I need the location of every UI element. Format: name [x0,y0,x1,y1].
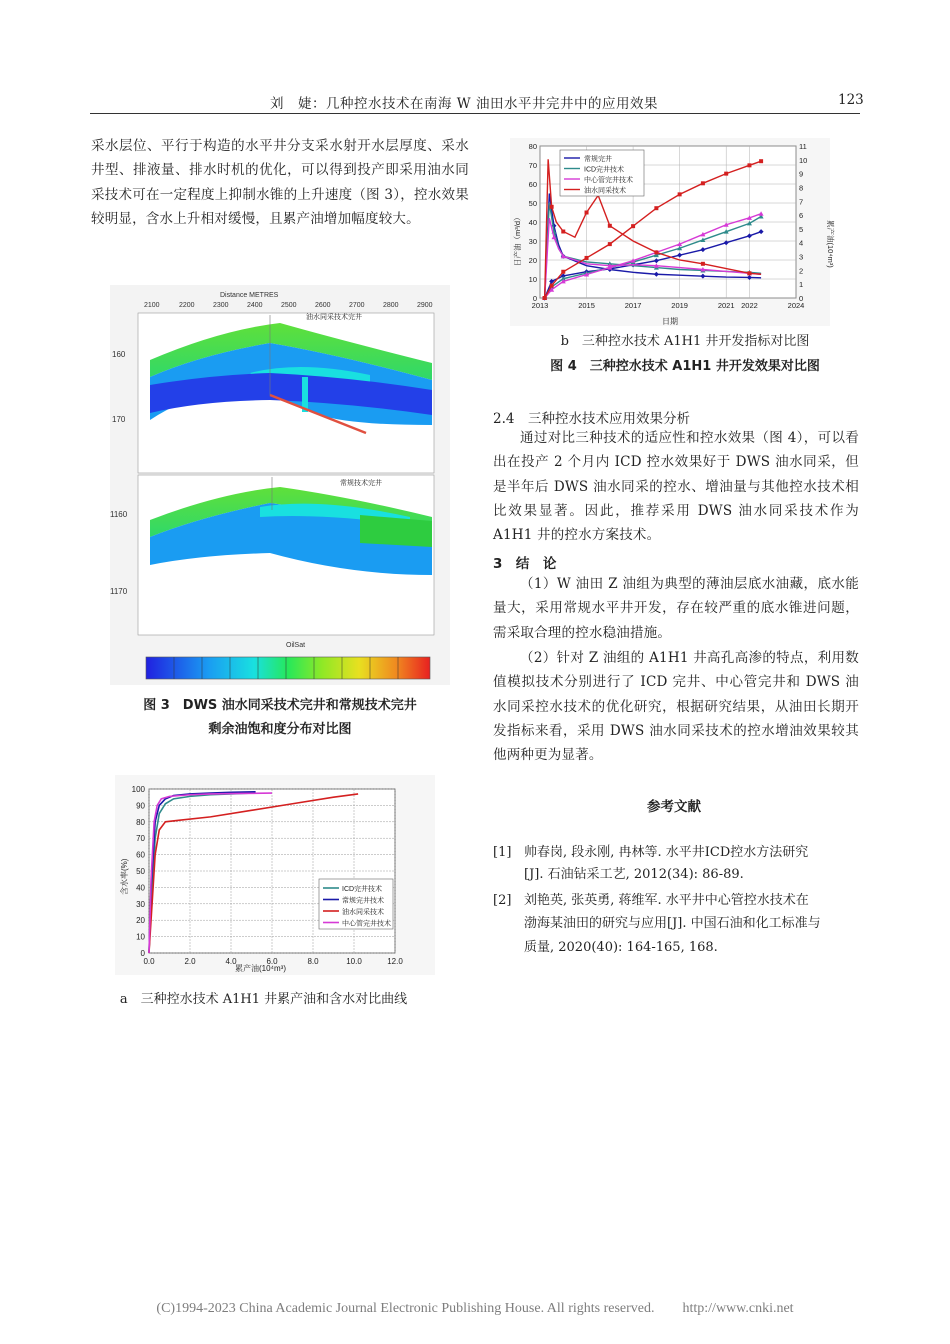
fig3-xtick: 2500 [281,302,297,309]
fig4b-marker [631,224,635,228]
fig4b-legend-label: 常规完井 [584,156,612,163]
fig4b-xtick: 2019 [671,301,688,310]
fig4a-ytick: 50 [136,867,145,876]
fig4a-ytick: 30 [136,899,145,909]
fig4a-chart [115,775,435,975]
fig3-saturation-image [110,285,450,685]
fig4b-marker [654,250,658,254]
fig4a-xtick: 8.0 [307,957,319,966]
fig3-xtick: 2200 [179,302,195,309]
fig4b-chart [510,138,835,326]
fig4b-ytick-right: 4 [799,238,804,248]
fig4a-ytick: 70 [136,834,145,844]
fig3-xtick: 2800 [383,302,399,309]
fig3-panel2-label: 常规技术完井 [340,480,382,487]
fig4b-xtick: 2017 [624,301,642,310]
fig4b-ytick-right: 5 [799,224,804,234]
fig4a-ytick: 40 [136,883,145,893]
fig4b-marker [608,224,612,228]
copyright-footer: (C)1994-2023 China Academic Journal Electronic Publishing House. All rights reserved. http://www.cnki.net [156,1301,794,1316]
fig4a-y-label: 含水率(%) [120,858,129,895]
fig4b-legend-label: 中心管完井技术 [584,177,633,184]
fig4b-xtick: 2022 [741,301,758,310]
fig3-p2-ytick: 1160 [110,510,128,519]
fig4b-marker [678,192,682,196]
fig4b-marker [654,206,658,210]
conclusion-2: （2）针对 Z 油组的 A1H1 井高孔高渗的特点，利用数值模拟技术分别进行了 ICD 完井、中心管完井和 DWS 油水同采控水技术的优化研究，根据研究结果，从油田长期开发指标来看，采用 DWS 油水同采技术的控水增油效果较其他两种更为显著。 [493,650,859,764]
fig4a-ytick: 60 [136,850,145,860]
fig3-distance-label: Distance METRES [220,292,279,299]
fig4b-y-left-label: 日产油（m³/d） [513,213,522,266]
fig4b-ytick-right: 8 [799,183,804,193]
fig4b-ytick-right: 11 [799,142,807,151]
fig4b-ytick-left: 40 [528,218,537,227]
fig4b-legend-label: 油水同采技术 [584,187,626,195]
fig4b-marker [747,271,751,275]
fig3-caption-line1: 图 3 DWS 油水同采技术完井和常规技术完井 [143,698,417,713]
fig4b-marker [561,230,565,234]
fig4b-xtick: 2015 [578,301,595,310]
fig4b-ytick-right: 3 [799,252,804,262]
reference-line: 帅春岗, 段永刚, 冉林等. 水平井ICD控水方法研究 [524,845,809,860]
fig4b-ytick-left: 30 [528,237,537,246]
page-number: 123 [838,92,864,108]
fig4b-y-right-label: 累产油(10⁴m³) [826,220,835,268]
fig3-p1-ytick: 160 [112,350,126,359]
fig4b-ytick-left: 50 [528,199,537,208]
fig3-p1-ytick: 170 [112,415,126,424]
fig3-p2-ytick: 1170 [110,587,128,596]
section-2-4-text: 通过对比三种技术的适应性和控水效果（图 4），可以看出在投产 2 个月内 ICD 控水效果好于 DWS 油水同采，但是半年后 DWS 油水同采的控水、增油量与其他控水技术相比效果显著。因此，推荐采用 DWS 油水同采技术作为 A1H1 井的控水方案技术。 [493,430,859,544]
fig4a-legend-label: 油水同采技术 [342,909,384,916]
reference-line: 质量, 2020(40): 164-165, 168. [524,940,718,955]
fig4b-ytick-right: 1 [799,280,804,290]
fig4b-ytick-right: 9 [799,169,804,179]
fig4b-marker [585,211,589,215]
fig4b-xtick: 2024 [787,301,805,310]
fig4b-marker [724,172,728,176]
fig4a-ytick: 90 [136,801,145,811]
fig4b-marker [701,181,705,185]
fig4b-ytick-left: 70 [528,161,537,170]
reference-line: 刘艳英, 张英勇, 蒋维军. 水平井中心管控水技术在 [524,893,809,908]
intro-paragraph: 采水层位、平行于构造的水平井分支采水射开水层厚度、采水井型、排液量、排水时机的优化，可以得到投产即采用油水同采技术可在一定程度上抑制水锥的上升速度（图 3），控水效果较明显，含水上升相对缓慢，且累产油增加幅度较大。 [91,138,469,227]
reference-num: [2] [493,893,512,908]
fig4b-ytick-right: 2 [799,266,804,276]
fig4b-ytick-left: 80 [528,142,537,151]
fig4b-x-label: 日期 [662,317,678,326]
fig4a-legend-label: 中心管完井技术 [342,920,391,928]
fig4b-xtick: 2021 [717,301,735,310]
reference-num: [1] [493,845,512,860]
header-rule [90,113,860,114]
section-3-heading: 3 结 论 [493,556,557,572]
fig4b-marker [550,205,554,209]
fig3-panel1-label: 油水同采技术完井 [306,314,362,321]
fig4b-xtick: 2013 [531,301,549,310]
fig4b-ytick-right: 6 [799,211,804,221]
fig4a-xtick: 0.0 [143,957,155,966]
fig4a-ytick: 80 [136,817,145,827]
reference-line: [J]. 石油钻采工艺, 2012(34): 86-89. [524,867,744,882]
fig3-xtick: 2600 [315,302,331,309]
fig4b-ytick-left: 20 [528,256,537,265]
fig3-xtick: 2400 [247,302,263,309]
section-2-4-heading: 2.4 三种控水技术应用效果分析 [493,411,690,427]
fig4a-ytick: 0 [140,949,145,958]
fig4b-ytick-left: 60 [528,180,537,189]
fig4b-ytick-right: 0 [799,294,804,303]
fig3-xtick: 2100 [144,302,160,309]
fig4b-marker [608,242,612,246]
fig4a-x-label: 累产油(10⁴m³) [235,964,286,973]
fig3-xtick: 2700 [349,302,365,309]
fig4-caption: 图 4 三种控水技术 A1H1 井开发效果对比图 [550,359,820,374]
fig4a-ytick: 100 [131,785,145,794]
fig4a-xtick: 10.0 [346,957,362,966]
fig4a-ytick: 20 [136,916,145,926]
fig4b-marker [543,296,547,300]
fig4a-ytick: 10 [136,932,145,942]
fig4b-marker [550,284,554,288]
reference-line: 渤海某油田的研究与应用[J]. 中国石油和化工标准与 [524,916,821,931]
fig4b-ytick-left: 0 [532,294,537,303]
fig4b-caption: b 三种控水技术 A1H1 井开发指标对比图 [560,334,810,349]
fig3-colorbar-label: OilSat [286,642,306,649]
fig3-caption-line2: 剩余油饱和度分布对比图 [208,722,352,737]
conclusion-1: （1）W 油田 Z 油组为典型的薄油层底水油藏，底水能量大，采用常规水平井开发，存在较严重的底水锥进问题，需采取合理的控水稳油措施。 [493,576,859,641]
references-heading: 参考文献 [647,799,701,815]
fig4a-legend-label: 常规完井技术 [342,897,384,905]
fig3-xtick: 2900 [417,302,433,309]
fig4b-ytick-right: 10 [799,155,808,165]
fig4a-caption: a 三种控水技术 A1H1 井累产油和含水对比曲线 [119,992,408,1007]
fig4b-ytick-right: 7 [799,197,804,207]
fig4a-xtick: 2.0 [184,957,196,966]
fig4a-xtick: 6.0 [266,957,278,966]
fig4a-legend-label: ICD完井技术 [342,886,383,893]
fig4b-marker [747,163,751,167]
fig4a-xtick: 12.0 [387,957,403,966]
fig4b-marker [561,270,565,274]
running-header-title: 刘 婕：几种控水技术在南海 W 油田水平井完井中的应用效果 [270,96,658,112]
fig4b-marker [759,159,763,163]
fig3-xtick: 2300 [213,302,229,309]
fig4b-marker [701,262,705,266]
fig4b-legend-label: ICD完井技术 [584,166,625,174]
fig4b-ytick-left: 10 [528,275,537,284]
fig4a-xtick: 4.0 [225,957,237,966]
fig4b-marker [585,256,589,260]
